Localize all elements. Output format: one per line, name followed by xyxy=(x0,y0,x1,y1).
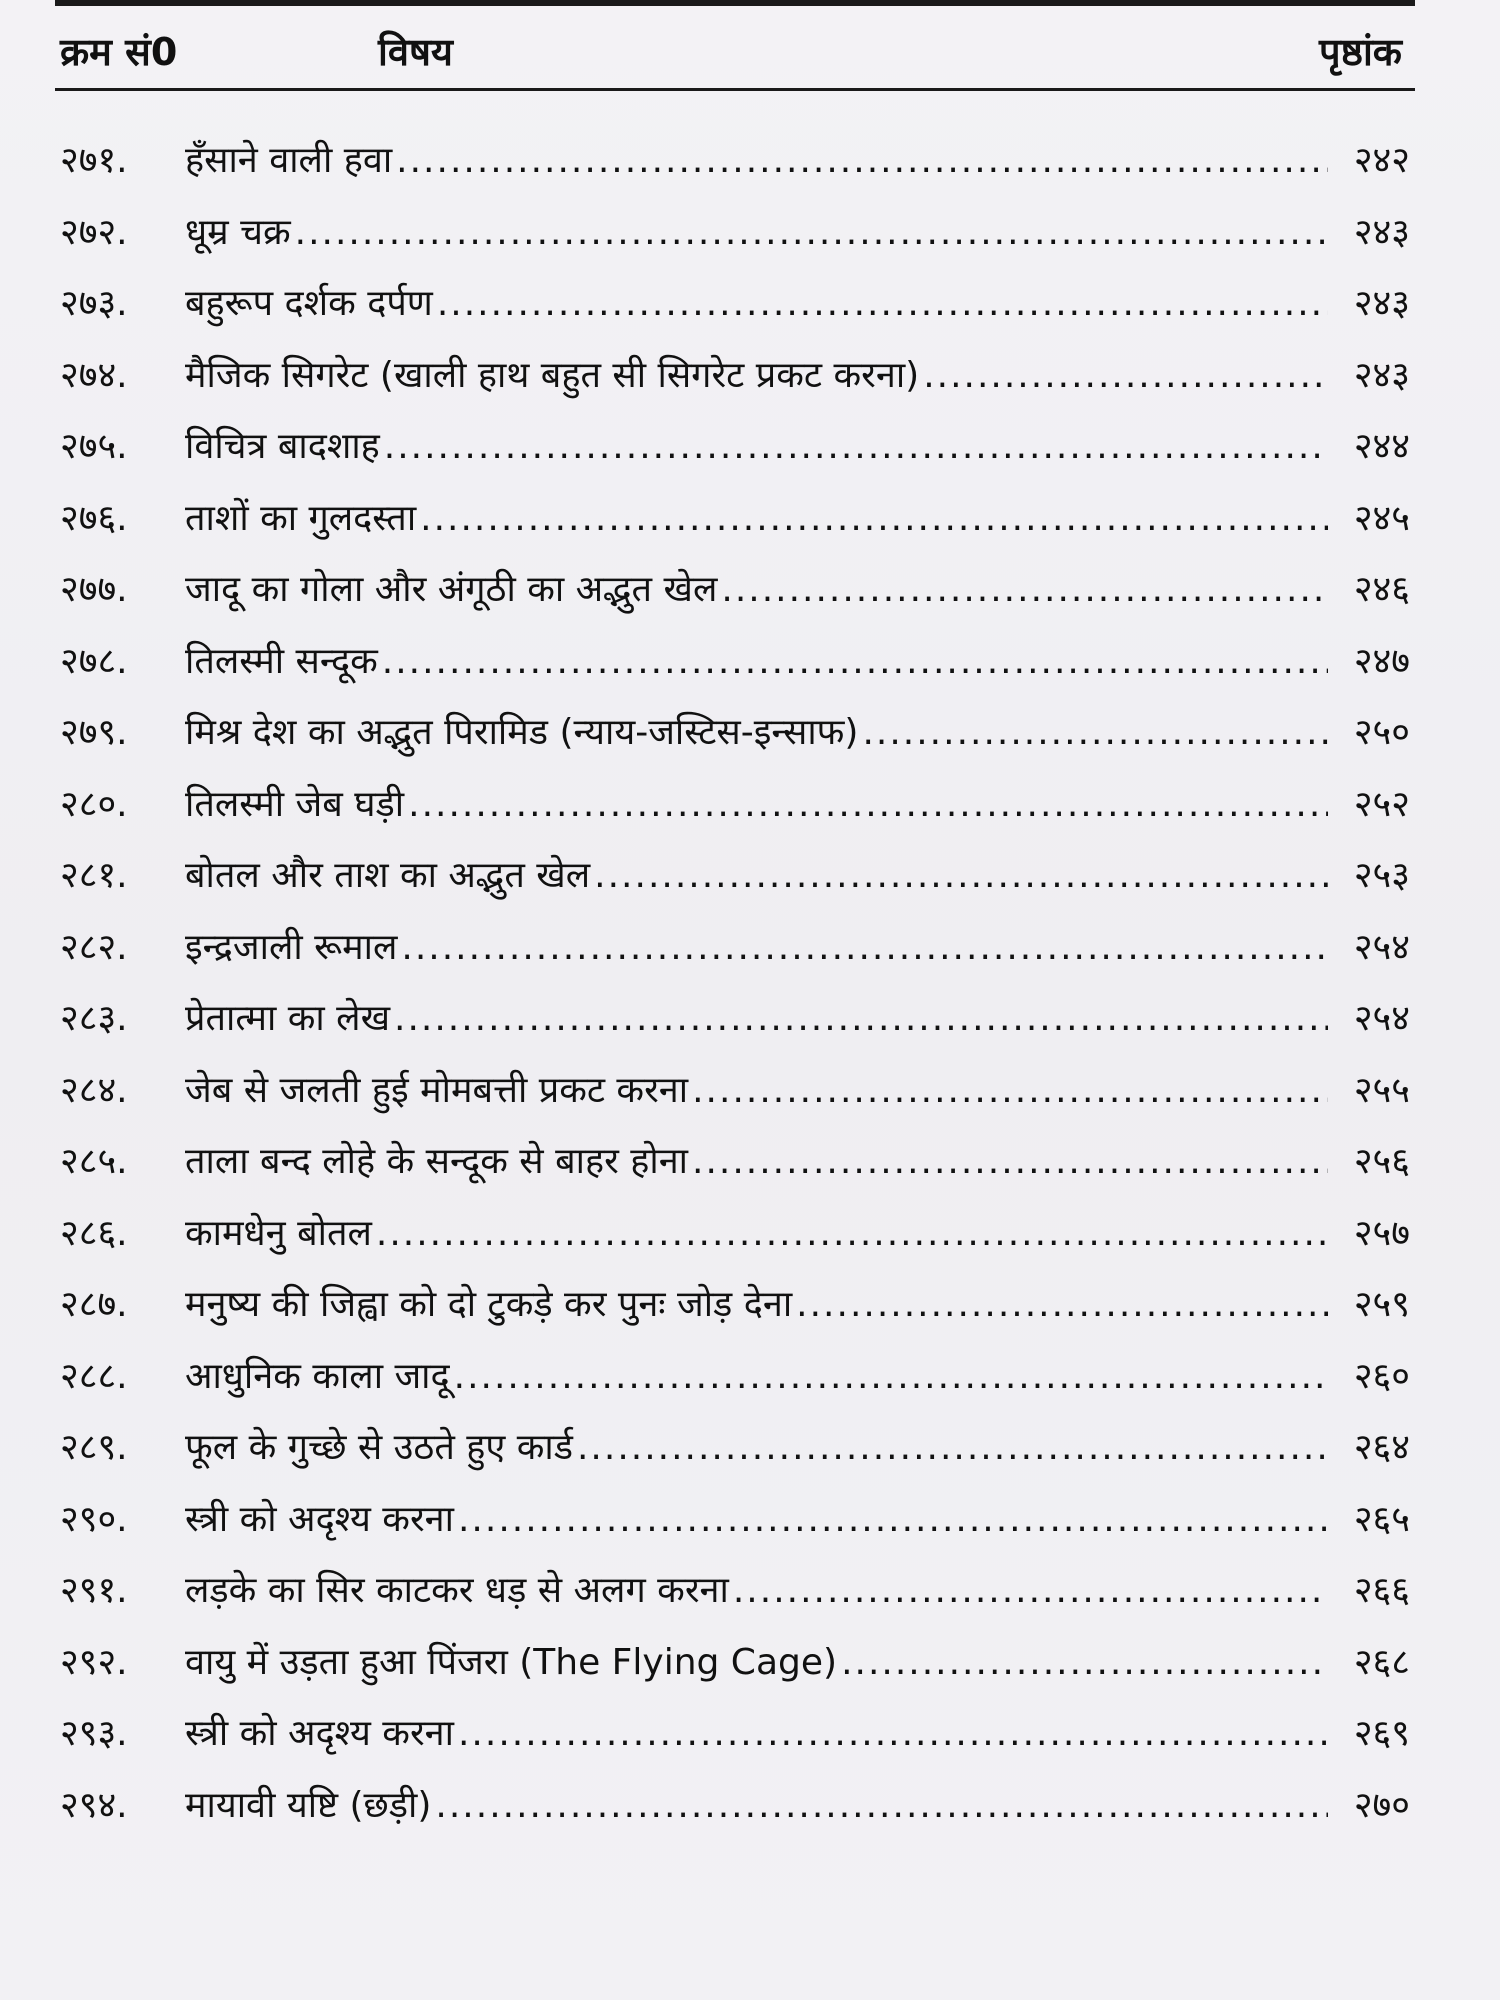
dot-leader xyxy=(394,983,1328,1055)
entry-title: तिलस्मी सन्दूक xyxy=(185,640,378,682)
entry-page: २६८ xyxy=(1353,1641,1410,1683)
dot-leader xyxy=(692,1055,1328,1127)
dot-leader xyxy=(382,626,1328,698)
entry-page: २४२ xyxy=(1353,140,1410,181)
entry-number: २८५. xyxy=(60,1141,128,1182)
entry-page: २६९ xyxy=(1353,1713,1410,1754)
entry-page: २४७ xyxy=(1353,640,1410,682)
dot-leader xyxy=(594,840,1328,912)
toc-entry xyxy=(60,411,1410,483)
toc-entry xyxy=(60,1269,1410,1341)
toc-entry xyxy=(60,1555,1410,1627)
toc-entries xyxy=(60,125,1410,1841)
dot-leader xyxy=(408,769,1328,841)
entry-title: ताला बन्द लोहे के सन्दूक से बाहर होना xyxy=(185,1141,688,1182)
toc-entry xyxy=(60,483,1410,555)
entry-page: २६६ xyxy=(1353,1570,1410,1611)
entry-title: इन्द्रजाली रूमाल xyxy=(185,926,398,968)
entry-number: २७९. xyxy=(60,712,128,753)
entry-title: कामधेनु बोतल xyxy=(185,1212,372,1254)
entry-title: लड़के का सिर काटकर धड़ से अलग करना xyxy=(185,1570,729,1611)
dot-leader xyxy=(923,340,1328,412)
entry-title: बोतल और ताश का अद्भुत खेल xyxy=(185,855,591,896)
entry-number: २८१. xyxy=(60,855,128,896)
entry-title: मायावी यष्टि (छड़ी) xyxy=(185,1784,432,1826)
toc-entry xyxy=(60,840,1410,912)
entry-title: विचित्र बादशाह xyxy=(185,426,380,467)
dot-leader xyxy=(454,1341,1328,1413)
entry-number: २९३. xyxy=(60,1713,128,1754)
dot-leader xyxy=(721,554,1328,626)
entry-number: २७३. xyxy=(60,283,128,324)
entry-title: प्रेतात्मा का लेख xyxy=(185,998,391,1039)
dot-leader xyxy=(692,1126,1328,1198)
entry-page: २४३ xyxy=(1353,283,1410,324)
dot-leader xyxy=(458,1698,1328,1770)
entry-number: २७२. xyxy=(60,211,128,253)
entry-number: २९४. xyxy=(60,1784,128,1826)
entry-page: २४४ xyxy=(1353,426,1410,467)
entry-number: २७५. xyxy=(60,426,128,467)
entry-number: २८४. xyxy=(60,1069,128,1111)
toc-header xyxy=(60,24,1410,80)
dot-leader xyxy=(295,197,1328,269)
entry-page: २६५ xyxy=(1353,1498,1410,1540)
toc-entry xyxy=(60,1198,1410,1270)
entry-title: मैजिक सिगरेट (खाली हाथ बहुत सी सिगरेट प्रकट करना) xyxy=(185,354,920,396)
entry-number: २८८. xyxy=(60,1355,128,1397)
toc-entry xyxy=(60,1055,1410,1127)
entry-page: २४६ xyxy=(1353,569,1410,610)
dot-leader xyxy=(577,1412,1328,1484)
entry-page: २५५ xyxy=(1353,1069,1410,1111)
entry-page: २७० xyxy=(1353,1784,1410,1826)
entry-number: २९२. xyxy=(60,1641,128,1683)
toc-entry xyxy=(60,1770,1410,1842)
entry-page: २५० xyxy=(1353,712,1410,753)
dot-leader xyxy=(420,483,1328,555)
entry-title: जादू का गोला और अंगूठी का अद्भुत खेल xyxy=(185,569,718,610)
entry-page: २४३ xyxy=(1353,354,1410,396)
entry-page: २५४ xyxy=(1353,926,1410,968)
dot-leader xyxy=(396,125,1328,197)
toc-entry xyxy=(60,1126,1410,1198)
entry-number: २७७. xyxy=(60,569,128,610)
header-serial: क्रम सं0 xyxy=(60,30,178,74)
toc-entry xyxy=(60,268,1410,340)
entry-number: २७१. xyxy=(60,140,128,181)
dot-leader xyxy=(862,697,1328,769)
entry-title: वायु में उड़ता हुआ पिंजरा (The Flying Cage) xyxy=(185,1641,838,1683)
entry-title: मिश्र देश का अद्भुत पिरामिड (न्याय-जस्टिस-इन्साफ) xyxy=(185,712,859,753)
entry-number: २८७. xyxy=(60,1284,128,1325)
entry-number: २८०. xyxy=(60,783,128,825)
toc-entry xyxy=(60,697,1410,769)
entry-number: २७८. xyxy=(60,640,128,682)
entry-title: बहुरूप दर्शक दर्पण xyxy=(185,283,433,324)
toc-entry xyxy=(60,554,1410,626)
entry-number: २७६. xyxy=(60,497,128,539)
entry-number: २७४. xyxy=(60,354,128,396)
dot-leader xyxy=(796,1269,1328,1341)
entry-title: जेब से जलती हुई मोमबत्ती प्रकट करना xyxy=(185,1069,689,1111)
dot-leader xyxy=(437,268,1328,340)
entry-page: २५७ xyxy=(1353,1212,1410,1254)
entry-number: २८३. xyxy=(60,998,128,1039)
entry-number: २८९. xyxy=(60,1427,128,1468)
entry-title: फूल के गुच्छे से उठते हुए कार्ड xyxy=(185,1427,573,1468)
toc-entry xyxy=(60,1627,1410,1699)
entry-number: २८६. xyxy=(60,1212,128,1254)
toc-entry xyxy=(60,983,1410,1055)
entry-page: २५३ xyxy=(1353,855,1410,896)
entry-page: २४३ xyxy=(1353,211,1410,253)
dot-leader xyxy=(384,411,1328,483)
top-rule xyxy=(55,0,1415,6)
toc-entry xyxy=(60,340,1410,412)
entry-title: आधुनिक काला जादू xyxy=(185,1355,450,1397)
entry-title: हँसाने वाली हवा xyxy=(185,140,393,181)
entry-title: मनुष्य की जिह्वा को दो टुकड़े कर पुनः जोड़ देना xyxy=(185,1284,793,1325)
toc-entry xyxy=(60,769,1410,841)
entry-page: २५६ xyxy=(1353,1141,1410,1182)
dot-leader xyxy=(435,1770,1328,1842)
dot-leader xyxy=(376,1198,1328,1270)
entry-title: धूम्र चक्र xyxy=(185,211,291,253)
entry-number: २९०. xyxy=(60,1498,128,1540)
toc-entry xyxy=(60,626,1410,698)
entry-number: २९१. xyxy=(60,1570,128,1611)
toc-entry xyxy=(60,1484,1410,1556)
toc-entry xyxy=(60,125,1410,197)
entry-title: ताशों का गुलदस्ता xyxy=(185,497,417,539)
dot-leader xyxy=(841,1627,1328,1699)
header-rule xyxy=(55,88,1415,91)
dot-leader xyxy=(401,912,1328,984)
entry-title: तिलस्मी जेब घड़ी xyxy=(185,783,405,825)
header-page: पृष्ठांक xyxy=(1319,30,1402,74)
entry-page: २५९ xyxy=(1353,1284,1410,1325)
entry-title: स्त्री को अदृश्य करना xyxy=(185,1713,454,1754)
header-subject: विषय xyxy=(378,30,453,74)
toc-entry xyxy=(60,197,1410,269)
entry-page: २६० xyxy=(1353,1355,1410,1397)
toc-entry xyxy=(60,1412,1410,1484)
entry-page: २५२ xyxy=(1353,783,1410,825)
toc-entry xyxy=(60,1341,1410,1413)
dot-leader xyxy=(458,1484,1328,1556)
toc-entry xyxy=(60,912,1410,984)
entry-number: २८२. xyxy=(60,926,128,968)
entry-page: २४५ xyxy=(1353,497,1410,539)
entry-page: २६४ xyxy=(1353,1427,1410,1468)
entry-title: स्त्री को अदृश्य करना xyxy=(185,1498,454,1540)
toc-entry xyxy=(60,1698,1410,1770)
entry-page: २५४ xyxy=(1353,998,1410,1039)
dot-leader xyxy=(733,1555,1328,1627)
